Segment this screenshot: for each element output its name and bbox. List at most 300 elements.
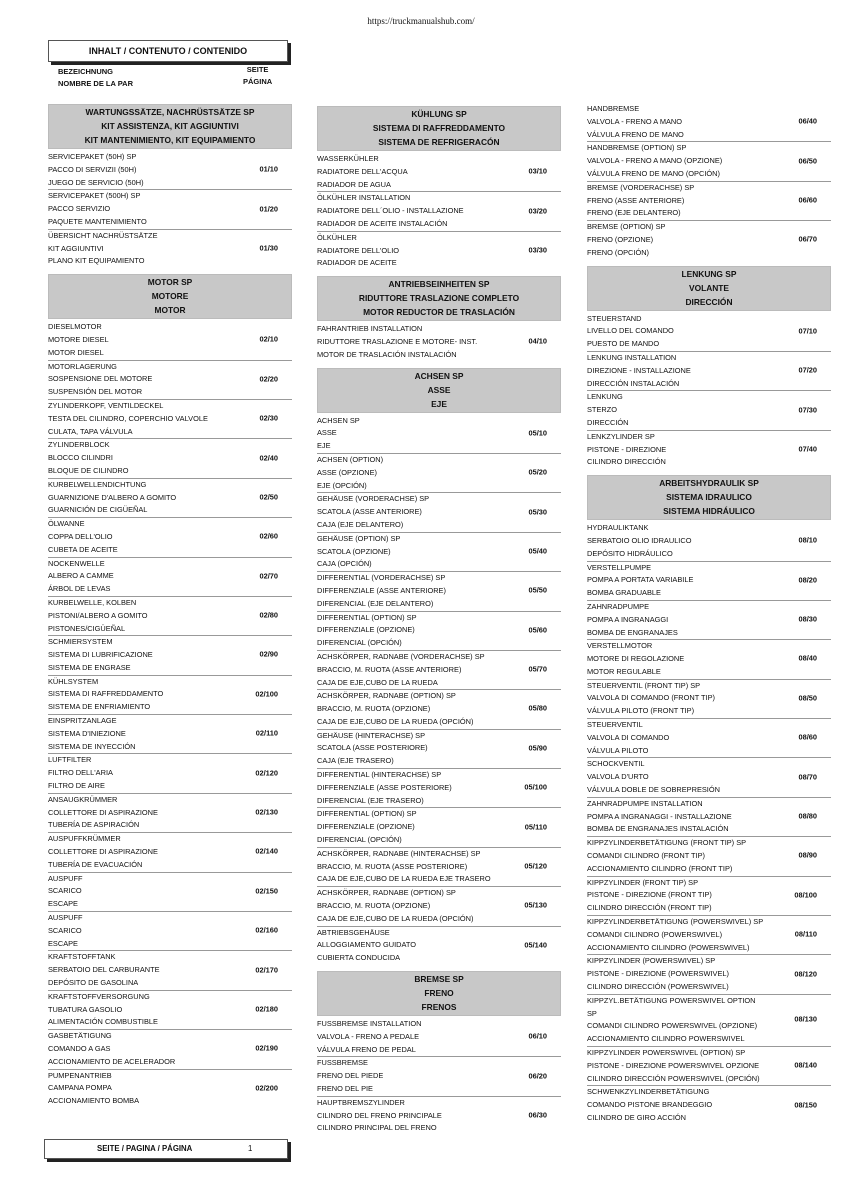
entry-line: CAJA DE EJE,CUBO DE LA RUEDA (OPCIÓN) xyxy=(317,913,474,923)
entry-line: BLOCCO CILINDRI xyxy=(48,453,113,463)
entry-page-number: 08/130 xyxy=(794,1015,817,1025)
entry-line: CILINDRO DE GIRO ACCIÓN xyxy=(587,1112,686,1122)
entry-page-number: 02/40 xyxy=(259,453,278,463)
entry-line: CAJA DE EJE,CUBO DE LA RUEDA xyxy=(317,677,438,687)
toc-column-2 xyxy=(317,106,561,1141)
entry-line: POMPA A INGRANAGGI xyxy=(587,614,669,624)
name-header-es: NOMBRE DE LA PAR xyxy=(58,79,133,88)
entry-line: RADIATORE DELL´OLIO - INSTALLAZIONE xyxy=(317,206,464,216)
entry-page-number: 08/50 xyxy=(798,693,817,703)
page-header-es: PÁGINA xyxy=(243,77,273,86)
entry-line: GEHÄUSE (VORDERACHSE) SP xyxy=(317,494,430,504)
entry-line: MOTORLAGERUNG xyxy=(48,361,117,371)
entry-line: KIPPZYL.BETÄTIGUNG POWERSWIVEL OPTION xyxy=(587,995,756,1005)
section-header-line: LENKUNG SP xyxy=(681,268,737,279)
section-header xyxy=(48,274,292,319)
entry-page-number: 02/180 xyxy=(255,1004,278,1014)
entry-line: SISTEMA DI RAFFREDDAMENTO xyxy=(48,689,164,699)
section-header xyxy=(317,971,561,1016)
toc-entry[interactable] xyxy=(48,951,292,990)
entry-line: ACCIONAMIENTO CILINDRO POWERSWIVEL xyxy=(587,1034,745,1044)
name-header-de: BEZEICHNUNG xyxy=(58,67,114,76)
toc-entry[interactable] xyxy=(48,676,292,715)
toc-entry[interactable] xyxy=(317,612,561,651)
toc-entry[interactable] xyxy=(48,794,292,833)
entry-line: VÁLVULA DOBLE DE SOBREPRESIÓN xyxy=(587,785,720,795)
entry-line: RADIADOR DE ACEITE INSTALACIÓN xyxy=(317,218,448,228)
toc-entry[interactable] xyxy=(317,927,561,965)
page-footer xyxy=(44,1139,288,1159)
entry-line: SISTEMA DI LUBRIFICAZIONE xyxy=(48,650,153,660)
section-header xyxy=(587,475,831,520)
entry-line: ACHSKÖRPER, RADNABE (HINTERACHSE) SP xyxy=(317,848,481,858)
contents-title: INHALT / CONTENUTO / CONTENIDO xyxy=(48,40,288,62)
entry-line: RIDUTTORE TRASLAZIONE E MOTORE- INST. xyxy=(317,336,478,346)
toc-entry[interactable] xyxy=(48,833,292,872)
toc-entry[interactable] xyxy=(48,636,292,675)
entry-line: SCARICO xyxy=(48,886,82,896)
toc-entry[interactable] xyxy=(587,877,831,916)
toc-entry[interactable] xyxy=(317,454,561,493)
entry-page-number: 01/30 xyxy=(259,243,278,253)
entry-line: PISTONI/ALBERO A GOMITO xyxy=(48,610,148,620)
entry-line: KIPPZYLINDER (FRONT TIP) SP xyxy=(587,877,699,887)
entry-line: KURBELWELLE, KOLBEN xyxy=(48,597,137,607)
entry-line: ESCAPE xyxy=(48,938,78,948)
entry-page-number: 02/50 xyxy=(259,492,278,502)
entry-line: COMANDI CILINDRO POWERSWIVEL (OPZIONE) xyxy=(587,1021,758,1031)
entry-line: LENKZYLINDER SP xyxy=(587,431,655,441)
entry-page-number: 08/30 xyxy=(798,614,817,624)
entry-line: EJE (OPCIÓN) xyxy=(317,480,367,490)
toc-entry[interactable] xyxy=(317,848,561,887)
entry-line: RADIADOR DE ACEITE xyxy=(317,258,397,268)
entry-page-number: 08/110 xyxy=(794,929,817,939)
entry-line: ZAHNRADPUMPE INSTALLATION xyxy=(587,798,703,808)
toc-entry[interactable] xyxy=(317,533,561,572)
section-header-line: DIRECCIÓN xyxy=(685,296,733,307)
entry-line: VÁLVULA FRENO DE MANO (OPCIÓN) xyxy=(587,168,720,178)
toc-entry[interactable] xyxy=(587,758,831,797)
section-header-line: ACHSEN SP xyxy=(414,370,464,381)
entry-line: RADIATORE DELL'OLIO xyxy=(317,245,400,255)
entry-line: ACHSEN SP xyxy=(317,415,360,425)
toc-entry[interactable] xyxy=(48,912,292,951)
section-header-line: BREMSE SP xyxy=(414,974,464,985)
entry-page-number: 05/40 xyxy=(528,546,547,556)
entry-page-number: 02/60 xyxy=(259,531,278,541)
entry-line: BLOQUE DE CILINDRO xyxy=(48,465,129,475)
entry-line: VALVOLA - FRENO A PEDALE xyxy=(317,1031,420,1041)
page-header-de: SEITE xyxy=(246,65,269,74)
entry-line: FRENO (OPCIÓN) xyxy=(587,247,649,257)
toc-entry[interactable] xyxy=(48,321,292,360)
entry-page-number: 01/10 xyxy=(259,164,278,174)
toc-entry[interactable] xyxy=(317,572,561,611)
entry-line: FUSSBREMSE INSTALLATION xyxy=(317,1019,422,1029)
entry-page-number: 02/160 xyxy=(255,925,278,935)
entry-page-number: 05/90 xyxy=(528,743,547,753)
entry-line: ASSE xyxy=(317,428,337,438)
toc-entry[interactable] xyxy=(317,232,561,270)
entry-line: VALVOLA - FRENO A MANO xyxy=(587,116,683,126)
entry-page-number: 06/50 xyxy=(798,156,817,166)
entry-line: CILINDRO DIRECCIÓN POWERSWIVEL (OPCIÓN) xyxy=(587,1073,760,1083)
entry-page-number: 08/90 xyxy=(798,851,817,861)
section-header xyxy=(317,368,561,413)
toc-entry[interactable] xyxy=(48,597,292,636)
section-header-line: ARBEITSHYDRAULIK SP xyxy=(659,478,759,489)
entry-page-number: 02/130 xyxy=(255,807,278,817)
entry-page-number: 05/130 xyxy=(524,901,547,911)
entry-line: KRAFTSTOFFTANK xyxy=(48,952,116,962)
entry-page-number: 03/10 xyxy=(528,166,547,176)
entry-line: SISTEMA D'INIEZIONE xyxy=(48,728,126,738)
entry-line: BREMSE (OPTION) SP xyxy=(587,222,666,232)
entry-page-number: 07/40 xyxy=(798,444,817,454)
entry-page-number: 03/20 xyxy=(528,206,547,216)
entry-line: KÜHLSYSTEM xyxy=(48,676,99,686)
entry-page-number: 05/100 xyxy=(524,782,547,792)
section-header xyxy=(587,266,831,311)
entry-line: POMPA A PORTATA VARIABILE xyxy=(587,575,694,585)
entry-page-number: 08/120 xyxy=(794,969,817,979)
toc-entry[interactable] xyxy=(317,887,561,926)
entry-page-number: 03/30 xyxy=(528,245,547,255)
section-header-line: KÜHLUNG SP xyxy=(411,109,467,119)
section-header-line: MOTOR REDUCTOR DE TRASLACIÓN xyxy=(363,307,515,318)
toc-entry[interactable] xyxy=(587,955,831,994)
entry-line: PISTONE - DIREZIONE POWERSWIVEL OPZIONE xyxy=(587,1060,760,1070)
section-header-line: KIT MANTENIMIENTO, KIT EQUIPAMIENTO xyxy=(84,135,256,145)
entry-line: STEUERVENTIL (FRONT TIP) SP xyxy=(587,680,701,690)
entry-page-number: 08/80 xyxy=(798,811,817,821)
section-header-line: MOTORE xyxy=(151,291,189,302)
toc-entry[interactable] xyxy=(587,1086,831,1124)
toc-entry[interactable] xyxy=(317,769,561,808)
entry-line: CAJA DE EJE,CUBO DE LA RUEDA (OPCIÓN) xyxy=(317,716,474,726)
toc-entry[interactable] xyxy=(317,808,561,847)
entry-line: VALVOLA D'URTO xyxy=(587,772,649,782)
section-header-line: FRENOS xyxy=(421,1002,457,1013)
toc-entry[interactable] xyxy=(317,1097,561,1135)
entry-line: HYDRAULIKTANK xyxy=(587,523,649,533)
toc-entry[interactable] xyxy=(587,391,831,430)
footer-page-number: 1 xyxy=(248,1144,253,1153)
entry-page-number: 05/70 xyxy=(528,664,547,674)
entry-line: DIESELMOTOR xyxy=(48,322,102,332)
entry-line: ACHSKÖRPER, RADNABE (OPTION) SP xyxy=(317,888,456,898)
entry-line: DIREZIONE - INSTALLAZIONE xyxy=(587,365,691,375)
entry-line: PISTONES/CIGÜEÑAL xyxy=(48,623,126,633)
entry-line: AUSPUFFKRÜMMER xyxy=(48,834,121,844)
entry-line: TUBERÍA DE ASPIRACIÓN xyxy=(48,820,140,830)
toc-entry[interactable] xyxy=(317,192,561,231)
entry-line: DIFERENCIAL (OPCIÓN) xyxy=(317,835,402,845)
entry-line: DIFFERENTIAL (OPTION) SP xyxy=(317,612,417,622)
entry-line: LENKUNG INSTALLATION xyxy=(587,352,677,362)
section-header-line: MOTOR SP xyxy=(147,277,193,288)
entry-line: SCATOLA (ASSE ANTERIORE) xyxy=(317,507,422,517)
entry-page-number: 05/10 xyxy=(528,428,547,438)
toc-entry[interactable] xyxy=(587,313,831,352)
entry-page-number: 07/30 xyxy=(798,405,817,415)
entry-line: CILINDRO DEL FRENO PRINCIPALE xyxy=(317,1110,442,1120)
entry-line: FUSSBREMSE xyxy=(317,1058,368,1068)
entry-line: VALVOLA - FRENO A MANO (OPZIONE) xyxy=(587,156,723,166)
entry-line: ÖLKÜHLER INSTALLATION xyxy=(317,193,411,203)
toc-entry[interactable] xyxy=(317,493,561,532)
toc-entry[interactable] xyxy=(587,562,831,601)
entry-line: VALVOLA DI COMANDO (FRONT TIP) xyxy=(587,693,715,703)
entry-page-number: 01/20 xyxy=(259,204,278,214)
entry-line: SERBATOIO DEL CARBURANTE xyxy=(48,965,160,975)
entry-line: EINSPRITZANLAGE xyxy=(48,716,117,726)
entry-line: FAHRANTRIEB INSTALLATION xyxy=(317,324,423,334)
entry-line: DEPÓSITO DE GASOLINA xyxy=(48,978,139,988)
toc-entry[interactable] xyxy=(587,798,831,837)
entry-line: RADIADOR DE AGUA xyxy=(317,179,391,189)
entry-line: HANDBREMSE (OPTION) SP xyxy=(587,143,687,153)
toc-entry[interactable] xyxy=(48,361,292,400)
entry-line: CAJA (EJE DELANTERO) xyxy=(317,519,404,529)
toc-entry[interactable] xyxy=(587,601,831,640)
section-header-line: SISTEMA IDRAULICO xyxy=(666,492,752,503)
section-header-line: WARTUNGSSÄTZE, NACHRÜSTSÄTZE SP xyxy=(85,107,255,117)
entry-line: COLLETTORE DI ASPIRAZIONE xyxy=(48,807,158,817)
entry-line: STEUERSTAND xyxy=(587,313,642,323)
entry-line: KIPPZYLINDERBETÄTIGUNG (FRONT TIP) SP xyxy=(587,838,747,848)
entry-line: COMANDI CILINDRO (POWERSWIVEL) xyxy=(587,929,723,939)
entry-line: TUBATURA GASOLIO xyxy=(48,1004,123,1014)
entry-line: FILTRO DE AIRE xyxy=(48,781,105,791)
section-header-line: VOLANTE xyxy=(688,282,729,293)
entry-line: CAJA (OPCIÓN) xyxy=(317,559,372,569)
entry-line: BRACCIO, M. RUOTA (OPZIONE) xyxy=(317,901,431,911)
entry-line: WASSERKÜHLER xyxy=(317,154,379,163)
entry-line: SISTEMA DE INYECCIÓN xyxy=(48,741,136,751)
toc-entry[interactable] xyxy=(587,103,831,142)
entry-line: PISTONE - DIREZIONE (FRONT TIP) xyxy=(587,890,712,900)
toc-entry[interactable] xyxy=(48,479,292,518)
entry-line: MOTORE DI REGOLAZIONE xyxy=(587,654,685,664)
entry-line: ACHSKÖRPER, RADNABE (OPTION) SP xyxy=(317,691,456,701)
entry-line: MOTORE DIESEL xyxy=(48,334,109,344)
entry-page-number: 08/40 xyxy=(798,654,817,664)
entry-line: TESTA DEL CILINDRO, COPERCHIO VALVOLE xyxy=(48,413,208,423)
entry-page-number: 07/20 xyxy=(798,365,817,375)
toc-entry[interactable] xyxy=(48,1030,292,1069)
toc-entry[interactable] xyxy=(48,190,292,229)
entry-line: SCHOCKVENTIL xyxy=(587,759,645,769)
toc-entry[interactable] xyxy=(48,991,292,1030)
toc-entry[interactable] xyxy=(48,151,292,190)
entry-line: COLLETTORE DI ASPIRAZIONE xyxy=(48,847,158,857)
entry-line: ACHSKÖRPER, RADNABE (VORDERACHSE) SP xyxy=(317,651,485,661)
entry-page-number: 02/120 xyxy=(255,768,278,778)
entry-line: ACCIONAMIENTO CILINDRO (FRONT TIP) xyxy=(587,863,733,873)
toc-entry[interactable] xyxy=(48,558,292,597)
entry-page-number: 08/140 xyxy=(794,1060,817,1070)
entry-line: GASBETÄTIGUNG xyxy=(48,1031,112,1041)
toc-entry[interactable] xyxy=(48,715,292,754)
toc-entry[interactable] xyxy=(587,221,831,259)
entry-line: SCHMIERSYSTEM xyxy=(48,637,113,647)
entry-line: VÁLVULA FRENO DE MANO xyxy=(587,129,684,139)
entry-page-number: 05/80 xyxy=(528,704,547,714)
entry-line: SISTEMA DE ENFRIAMIENTO xyxy=(48,702,151,712)
entry-line: CULATA, TAPA VÁLVULA xyxy=(48,426,133,436)
toc-entry[interactable] xyxy=(48,754,292,793)
entry-line: CILINDRO PRINCIPAL DEL FRENO xyxy=(317,1123,437,1133)
toc-column-1 xyxy=(48,104,292,1114)
toc-entry[interactable] xyxy=(587,837,831,876)
entry-line: FRENO (OPZIONE) xyxy=(587,234,654,244)
toc-entry[interactable] xyxy=(587,522,831,561)
entry-line: ZYLINDERKOPF, VENTILDECKEL xyxy=(48,400,164,410)
entry-line: SP xyxy=(587,1008,597,1018)
entry-line: FILTRO DELL'ARIA xyxy=(48,768,113,778)
entry-page-number: 02/170 xyxy=(255,965,278,975)
entry-page-number: 02/150 xyxy=(255,886,278,896)
toc-entry[interactable] xyxy=(48,400,292,439)
entry-line: ACHSEN (OPTION) xyxy=(317,454,384,464)
toc-entry[interactable] xyxy=(587,640,831,679)
section-header-line: ASSE xyxy=(427,384,451,395)
toc-entry[interactable] xyxy=(587,719,831,758)
entry-line: ACCIONAMIENTO BOMBA xyxy=(48,1096,140,1106)
entry-line: CAJA (EJE TRASERO) xyxy=(317,756,394,766)
entry-line: EJE xyxy=(317,441,331,451)
entry-line: ABTRIEBSGEHÄUSE xyxy=(317,927,390,937)
toc-entry[interactable] xyxy=(317,415,561,454)
toc-entry[interactable] xyxy=(587,431,831,469)
entry-line: COMANDI CILINDRO (FRONT TIP) xyxy=(587,851,705,861)
entry-page-number: 05/60 xyxy=(528,625,547,635)
entry-line: ESCAPE xyxy=(48,899,78,909)
toc-entry[interactable] xyxy=(48,1070,292,1108)
toc-entry[interactable] xyxy=(587,142,831,181)
entry-line: PISTONE - DIREZIONE (POWERSWIVEL) xyxy=(587,969,729,979)
entry-page-number: 02/190 xyxy=(255,1043,278,1053)
entry-page-number: 05/50 xyxy=(528,585,547,595)
entry-page-number: 05/20 xyxy=(528,467,547,477)
entry-line: SERVICEPAKET (50H) SP xyxy=(48,152,137,161)
entry-page-number: 06/10 xyxy=(528,1031,547,1041)
name-column-header xyxy=(58,66,133,90)
entry-line: ALIMENTACIÓN COMBUSTIBLE xyxy=(48,1017,158,1027)
toc-entry[interactable] xyxy=(587,352,831,391)
entry-page-number: 02/30 xyxy=(259,413,278,423)
toc-column-3 xyxy=(587,103,831,1131)
entry-line: SCATOLA (OPZIONE) xyxy=(317,546,391,556)
entry-line: PUMPENANTRIEB xyxy=(48,1070,112,1080)
entry-line: VÁLVULA PILOTO (FRONT TIP) xyxy=(587,706,695,716)
entry-line: PACCO SERVIZIO xyxy=(48,204,111,214)
entry-line: STEUERVENTIL xyxy=(587,720,643,730)
entry-line: GUARNICIÓN DE CIGÜEÑAL xyxy=(48,505,148,515)
toc-entry[interactable] xyxy=(317,153,561,192)
entry-line: ZYLINDERBLOCK xyxy=(48,440,110,450)
entry-line: DEPÓSITO HIDRÁULICO xyxy=(587,548,673,558)
entry-line: CILINDRO DIRECCIÓN (POWERSWIVEL) xyxy=(587,982,729,992)
toc-entry[interactable] xyxy=(317,730,561,769)
section-header-line: SISTEMA HIDRÁULICO xyxy=(663,506,755,517)
toc-entry[interactable] xyxy=(587,680,831,719)
entry-line: FRENO (ASSE ANTERIORE) xyxy=(587,195,685,205)
entry-line: KURBELWELLENDICHTUNG xyxy=(48,479,147,489)
entry-line: POMPA A INGRANAGGI - INSTALLAZIONE xyxy=(587,811,732,821)
entry-page-number: 05/30 xyxy=(528,507,547,517)
entry-line: JUEGO DE SERVICIO (50H) xyxy=(48,177,144,187)
toc-entry[interactable] xyxy=(48,873,292,912)
entry-line: PACCO DI SERVIZII (50H) xyxy=(48,164,137,174)
toc-entry[interactable] xyxy=(317,1057,561,1096)
entry-line: DIFFERENTIAL (VORDERACHSE) SP xyxy=(317,573,446,583)
toc-entry[interactable] xyxy=(48,518,292,557)
entry-line: KIPPZYLINDER POWERSWIVEL (OPTION) SP xyxy=(587,1048,746,1057)
entry-line: HAUPTBREMSZYLINDER xyxy=(317,1097,405,1107)
section-header-line: KIT ASSISTENZA, KIT AGGIUNTIVI xyxy=(101,121,239,131)
entry-page-number: 05/140 xyxy=(524,940,547,950)
entry-line: COMANDO PISTONE BRANDEGGIO xyxy=(587,1100,713,1110)
section-header xyxy=(317,106,561,151)
entry-line: ÁRBOL DE LEVAS xyxy=(48,584,111,594)
toc-entry[interactable] xyxy=(317,651,561,690)
toc-entry[interactable] xyxy=(317,1018,561,1057)
toc-entry[interactable] xyxy=(48,439,292,478)
entry-line: LUFTFILTER xyxy=(48,755,92,765)
entry-line: STERZO xyxy=(587,405,617,415)
entry-line: KIT AGGIUNTIVI xyxy=(48,243,104,253)
toc-entry[interactable] xyxy=(587,1047,831,1086)
entry-line: DIFERENCIAL (EJE TRASERO) xyxy=(317,795,424,805)
toc-entry[interactable] xyxy=(587,182,831,221)
toc-entry[interactable] xyxy=(317,323,561,361)
entry-line: FRENO DEL PIEDE xyxy=(317,1071,384,1081)
entry-line: PAQUETE MANTENIMIENTO xyxy=(48,216,147,226)
toc-entry[interactable] xyxy=(587,995,831,1047)
section-header-line: EJE xyxy=(431,398,447,409)
source-url[interactable]: https://truckmanualshub.com/ xyxy=(367,16,475,26)
entry-page-number: 06/60 xyxy=(798,195,817,205)
toc-entry[interactable] xyxy=(48,230,292,268)
entry-line: TUBERÍA DE EVACUACIÓN xyxy=(48,859,143,869)
entry-line: KIPPZYLINDER (POWERSWIVEL) SP xyxy=(587,956,716,966)
entry-line: SCHWENKZYLINDERBETÄTIGUNG xyxy=(587,1087,710,1097)
entry-page-number: 02/90 xyxy=(259,650,278,660)
entry-line: BOMBA DE ENGRANAJES xyxy=(587,627,678,637)
entry-page-number: 08/60 xyxy=(798,732,817,742)
entry-line: DIFFERENTIAL (HINTERACHSE) SP xyxy=(317,770,442,780)
toc-entry[interactable] xyxy=(317,690,561,729)
toc-entry[interactable] xyxy=(587,916,831,955)
entry-line: DIRECCIÓN INSTALACIÓN xyxy=(587,378,680,388)
entry-page-number: 06/20 xyxy=(528,1071,547,1081)
entry-line: DIFFERENZIALE (OPZIONE) xyxy=(317,822,415,832)
entry-line: ÜBERSICHT NACHRÜSTSÄTZE xyxy=(48,230,158,240)
entry-page-number: 07/10 xyxy=(798,326,817,336)
entry-line: BOMBA GRADUABLE xyxy=(587,588,661,598)
entry-line: ACCIONAMIENTO DE ACELERADOR xyxy=(48,1056,176,1066)
entry-page-number: 06/30 xyxy=(528,1110,547,1120)
entry-line: MOTOR DIESEL xyxy=(48,347,104,357)
entry-line: RADIATORE DELL'ACQUA xyxy=(317,166,408,176)
section-header-line: MOTOR xyxy=(154,305,186,316)
entry-page-number: 02/140 xyxy=(255,847,278,857)
entry-line: VERSTELLPUMPE xyxy=(587,562,652,572)
section-header-line: ANTRIEBSEINHEITEN SP xyxy=(388,279,490,290)
